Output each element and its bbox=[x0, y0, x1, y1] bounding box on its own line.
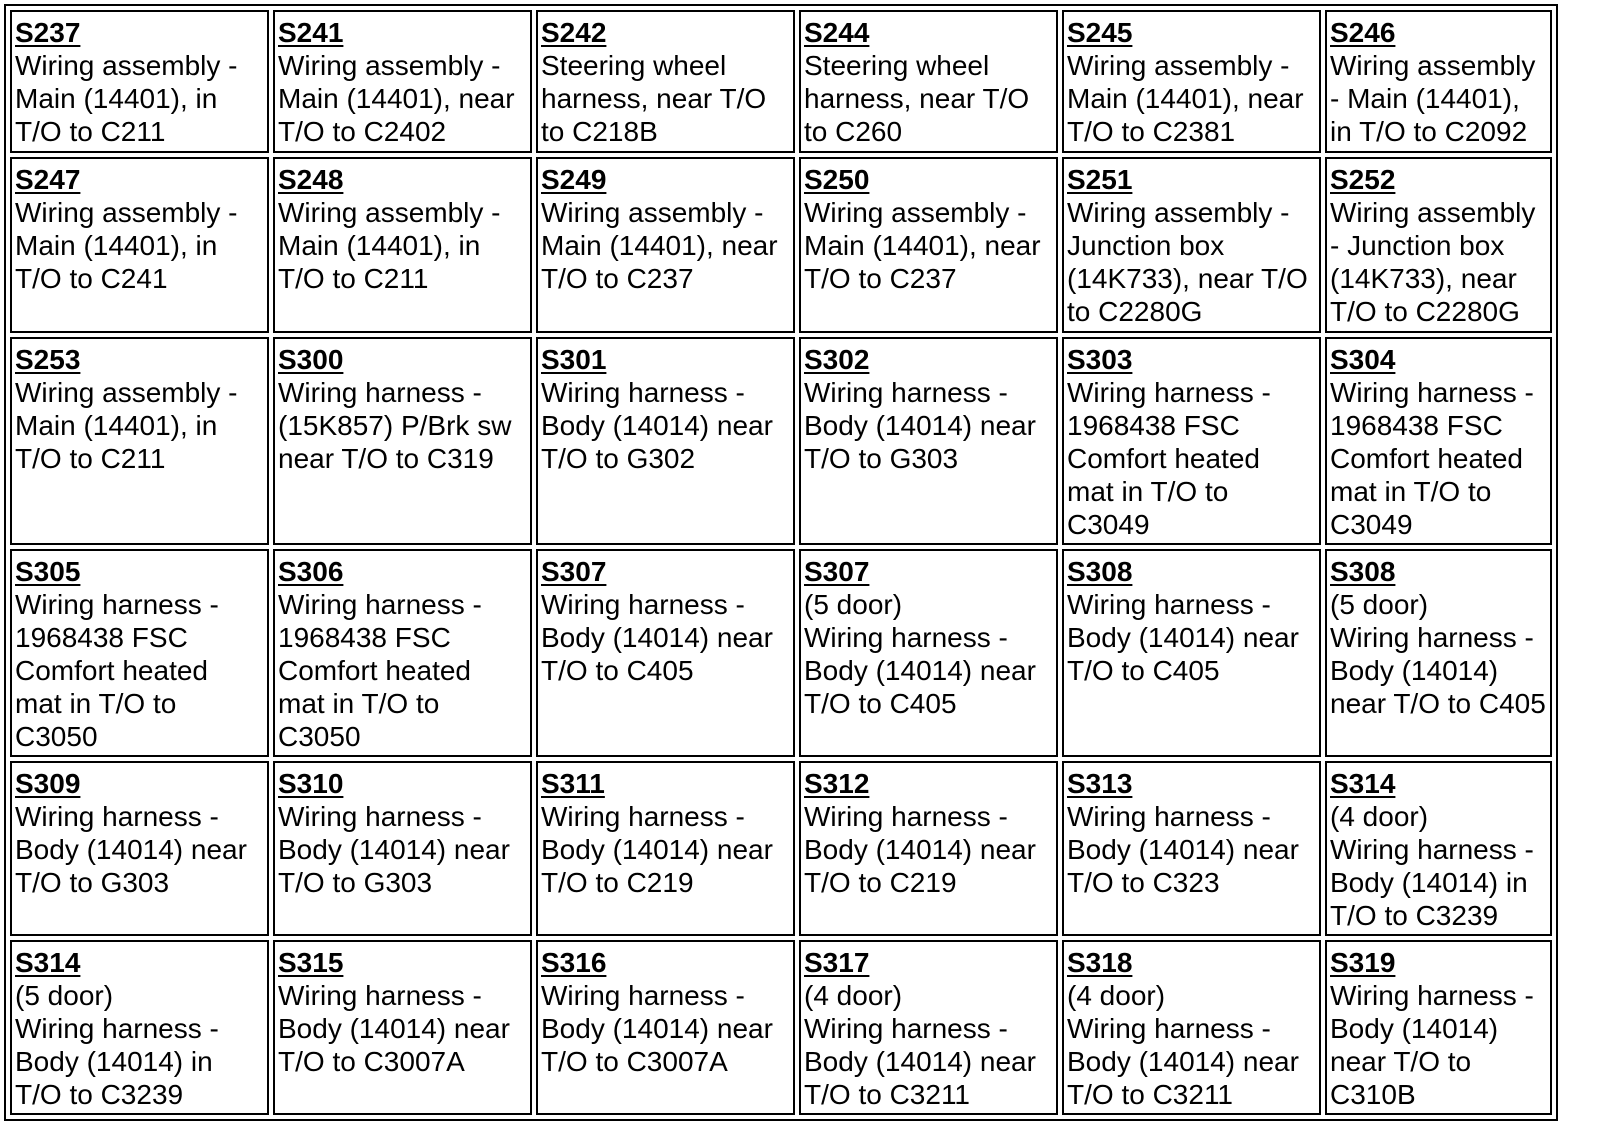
splice-description: (4 door) Wiring harness - Body (14014) in T/O to C3239 bbox=[1330, 801, 1534, 931]
table-row bbox=[10, 337, 1552, 545]
splice-id: S307 bbox=[541, 556, 607, 587]
splice-description: Wiring assembly - Main (14401), near T/O to C2381 bbox=[1067, 50, 1304, 147]
splice-description: Wiring harness - Body (14014) near T/O to C323 bbox=[1067, 801, 1299, 898]
splice-cell bbox=[536, 940, 795, 1115]
splice-id: S303 bbox=[1067, 344, 1133, 375]
splice-cell bbox=[799, 337, 1058, 545]
splice-id: S245 bbox=[1067, 17, 1133, 48]
splice-description: Wiring assembly - Main (14401), near T/O to C2402 bbox=[278, 50, 515, 147]
splice-cell bbox=[799, 10, 1058, 153]
splice-description: Wiring assembly - Main (14401), near T/O to C237 bbox=[804, 197, 1041, 294]
splice-id: S251 bbox=[1067, 164, 1133, 195]
splice-location-table bbox=[4, 4, 1558, 1121]
splice-cell bbox=[10, 761, 269, 936]
splice-cell bbox=[799, 157, 1058, 333]
splice-id: S241 bbox=[278, 17, 344, 48]
splice-cell bbox=[10, 549, 269, 757]
splice-id: S310 bbox=[278, 768, 344, 799]
splice-cell bbox=[273, 940, 532, 1115]
splice-description: Wiring assembly - Main (14401), in T/O to C211 bbox=[15, 50, 238, 147]
splice-id: S301 bbox=[541, 344, 607, 375]
splice-description: Wiring assembly - Main (14401), in T/O to C211 bbox=[15, 377, 238, 474]
splice-description: Wiring harness - Body (14014) near T/O to G303 bbox=[278, 801, 510, 898]
splice-id: S253 bbox=[15, 344, 81, 375]
splice-id: S244 bbox=[804, 17, 870, 48]
splice-cell bbox=[1062, 337, 1321, 545]
splice-cell bbox=[536, 10, 795, 153]
splice-cell bbox=[273, 761, 532, 936]
splice-description: Wiring harness - Body (14014) near T/O to C405 bbox=[541, 589, 773, 686]
splice-description: Wiring harness - Body (14014) near T/O to C310B bbox=[1330, 980, 1534, 1110]
splice-description: Wiring harness - 1968438 FSC Comfort heated mat in T/O to C3049 bbox=[1330, 377, 1534, 540]
splice-description: Wiring harness - Body (14014) near T/O to C405 bbox=[1067, 589, 1299, 686]
splice-id: S314 bbox=[1330, 768, 1396, 799]
splice-description: Wiring assembly - Main (14401), in T/O to C2092 bbox=[1330, 50, 1536, 147]
splice-id: S312 bbox=[804, 768, 870, 799]
splice-cell bbox=[1325, 761, 1552, 936]
splice-id: S316 bbox=[541, 947, 607, 978]
splice-description: Wiring harness - Body (14014) near T/O to C3007A bbox=[278, 980, 510, 1077]
splice-cell bbox=[536, 157, 795, 333]
splice-description: Steering wheel harness, near T/O to C260 bbox=[804, 50, 1030, 147]
table-row bbox=[10, 549, 1552, 757]
splice-id: S314 bbox=[15, 947, 81, 978]
splice-id: S307 bbox=[804, 556, 870, 587]
splice-id: S317 bbox=[804, 947, 870, 978]
table-row bbox=[10, 157, 1552, 333]
splice-description: Wiring assembly - Main (14401), near T/O to C237 bbox=[541, 197, 778, 294]
splice-description: Wiring harness - Body (14014) near T/O to C219 bbox=[541, 801, 773, 898]
splice-cell bbox=[10, 337, 269, 545]
splice-description: Wiring harness - 1968438 FSC Comfort heated mat in T/O to C3050 bbox=[15, 589, 219, 752]
splice-cell bbox=[1062, 940, 1321, 1115]
splice-cell bbox=[1325, 549, 1552, 757]
splice-id: S242 bbox=[541, 17, 607, 48]
splice-cell bbox=[10, 10, 269, 153]
splice-id: S313 bbox=[1067, 768, 1133, 799]
splice-description: (5 door) Wiring harness - Body (14014) in T/O to C3239 bbox=[15, 980, 219, 1110]
splice-id: S305 bbox=[15, 556, 81, 587]
splice-id: S247 bbox=[15, 164, 81, 195]
splice-cell bbox=[1062, 157, 1321, 333]
splice-cell bbox=[536, 337, 795, 545]
splice-cell bbox=[273, 337, 532, 545]
splice-id: S302 bbox=[804, 344, 870, 375]
splice-cell bbox=[536, 549, 795, 757]
splice-id: S250 bbox=[804, 164, 870, 195]
splice-cell bbox=[1062, 10, 1321, 153]
splice-description: Wiring harness - 1968438 FSC Comfort heated mat in T/O to C3049 bbox=[1067, 377, 1271, 540]
splice-cell bbox=[10, 157, 269, 333]
splice-cell bbox=[1062, 549, 1321, 757]
splice-description: (5 door) Wiring harness - Body (14014) near T/O to C405 bbox=[804, 589, 1036, 719]
splice-description: Wiring harness - Body (14014) near T/O to G303 bbox=[15, 801, 247, 898]
splice-id: S315 bbox=[278, 947, 344, 978]
splice-cell bbox=[799, 940, 1058, 1115]
splice-cell bbox=[536, 761, 795, 936]
splice-description: Wiring assembly - Junction box (14K733), near T/O to C2280G bbox=[1067, 197, 1308, 327]
splice-id: S304 bbox=[1330, 344, 1396, 375]
splice-description: (5 door) Wiring harness - Body (14014) near T/O to C405 bbox=[1330, 589, 1546, 719]
splice-id: S308 bbox=[1067, 556, 1133, 587]
splice-id: S306 bbox=[278, 556, 344, 587]
splice-id: S248 bbox=[278, 164, 344, 195]
splice-cell bbox=[799, 549, 1058, 757]
splice-description: Wiring assembly - Main (14401), in T/O to C241 bbox=[15, 197, 238, 294]
splice-cell bbox=[1325, 10, 1552, 153]
splice-id: S308 bbox=[1330, 556, 1396, 587]
splice-id: S237 bbox=[15, 17, 81, 48]
splice-description: Wiring assembly - Main (14401), in T/O to C211 bbox=[278, 197, 501, 294]
splice-description: Wiring harness - Body (14014) near T/O to C3007A bbox=[541, 980, 773, 1077]
splice-id: S249 bbox=[541, 164, 607, 195]
splice-description: Wiring harness - Body (14014) near T/O to C219 bbox=[804, 801, 1036, 898]
splice-cell bbox=[1325, 337, 1552, 545]
splice-cell bbox=[273, 10, 532, 153]
splice-cell bbox=[273, 549, 532, 757]
splice-description: Steering wheel harness, near T/O to C218B bbox=[541, 50, 767, 147]
splice-description: Wiring harness - 1968438 FSC Comfort heated mat in T/O to C3050 bbox=[278, 589, 482, 752]
splice-id: S319 bbox=[1330, 947, 1396, 978]
splice-cell bbox=[1325, 940, 1552, 1115]
splice-id: S318 bbox=[1067, 947, 1133, 978]
splice-id: S309 bbox=[15, 768, 81, 799]
splice-description: Wiring harness - Body (14014) near T/O to G303 bbox=[804, 377, 1036, 474]
splice-id: S311 bbox=[541, 768, 605, 799]
splice-cell bbox=[1062, 761, 1321, 936]
splice-id: S300 bbox=[278, 344, 344, 375]
table-row bbox=[10, 10, 1552, 153]
table-row bbox=[10, 761, 1552, 936]
table-row bbox=[10, 940, 1552, 1115]
splice-description: Wiring harness - (15K857) P/Brk sw near T/O to C319 bbox=[278, 377, 512, 474]
splice-description: Wiring harness - Body (14014) near T/O to G302 bbox=[541, 377, 773, 474]
splice-cell bbox=[10, 940, 269, 1115]
splice-cell bbox=[1325, 157, 1552, 333]
splice-description: (4 door) Wiring harness - Body (14014) near T/O to C3211 bbox=[1067, 980, 1299, 1110]
splice-cell bbox=[273, 157, 532, 333]
splice-id: S246 bbox=[1330, 17, 1396, 48]
splice-id: S252 bbox=[1330, 164, 1396, 195]
splice-cell bbox=[799, 761, 1058, 936]
splice-description: Wiring assembly - Junction box (14K733), near T/O to C2280G bbox=[1330, 197, 1536, 327]
splice-description: (4 door) Wiring harness - Body (14014) near T/O to C3211 bbox=[804, 980, 1036, 1110]
